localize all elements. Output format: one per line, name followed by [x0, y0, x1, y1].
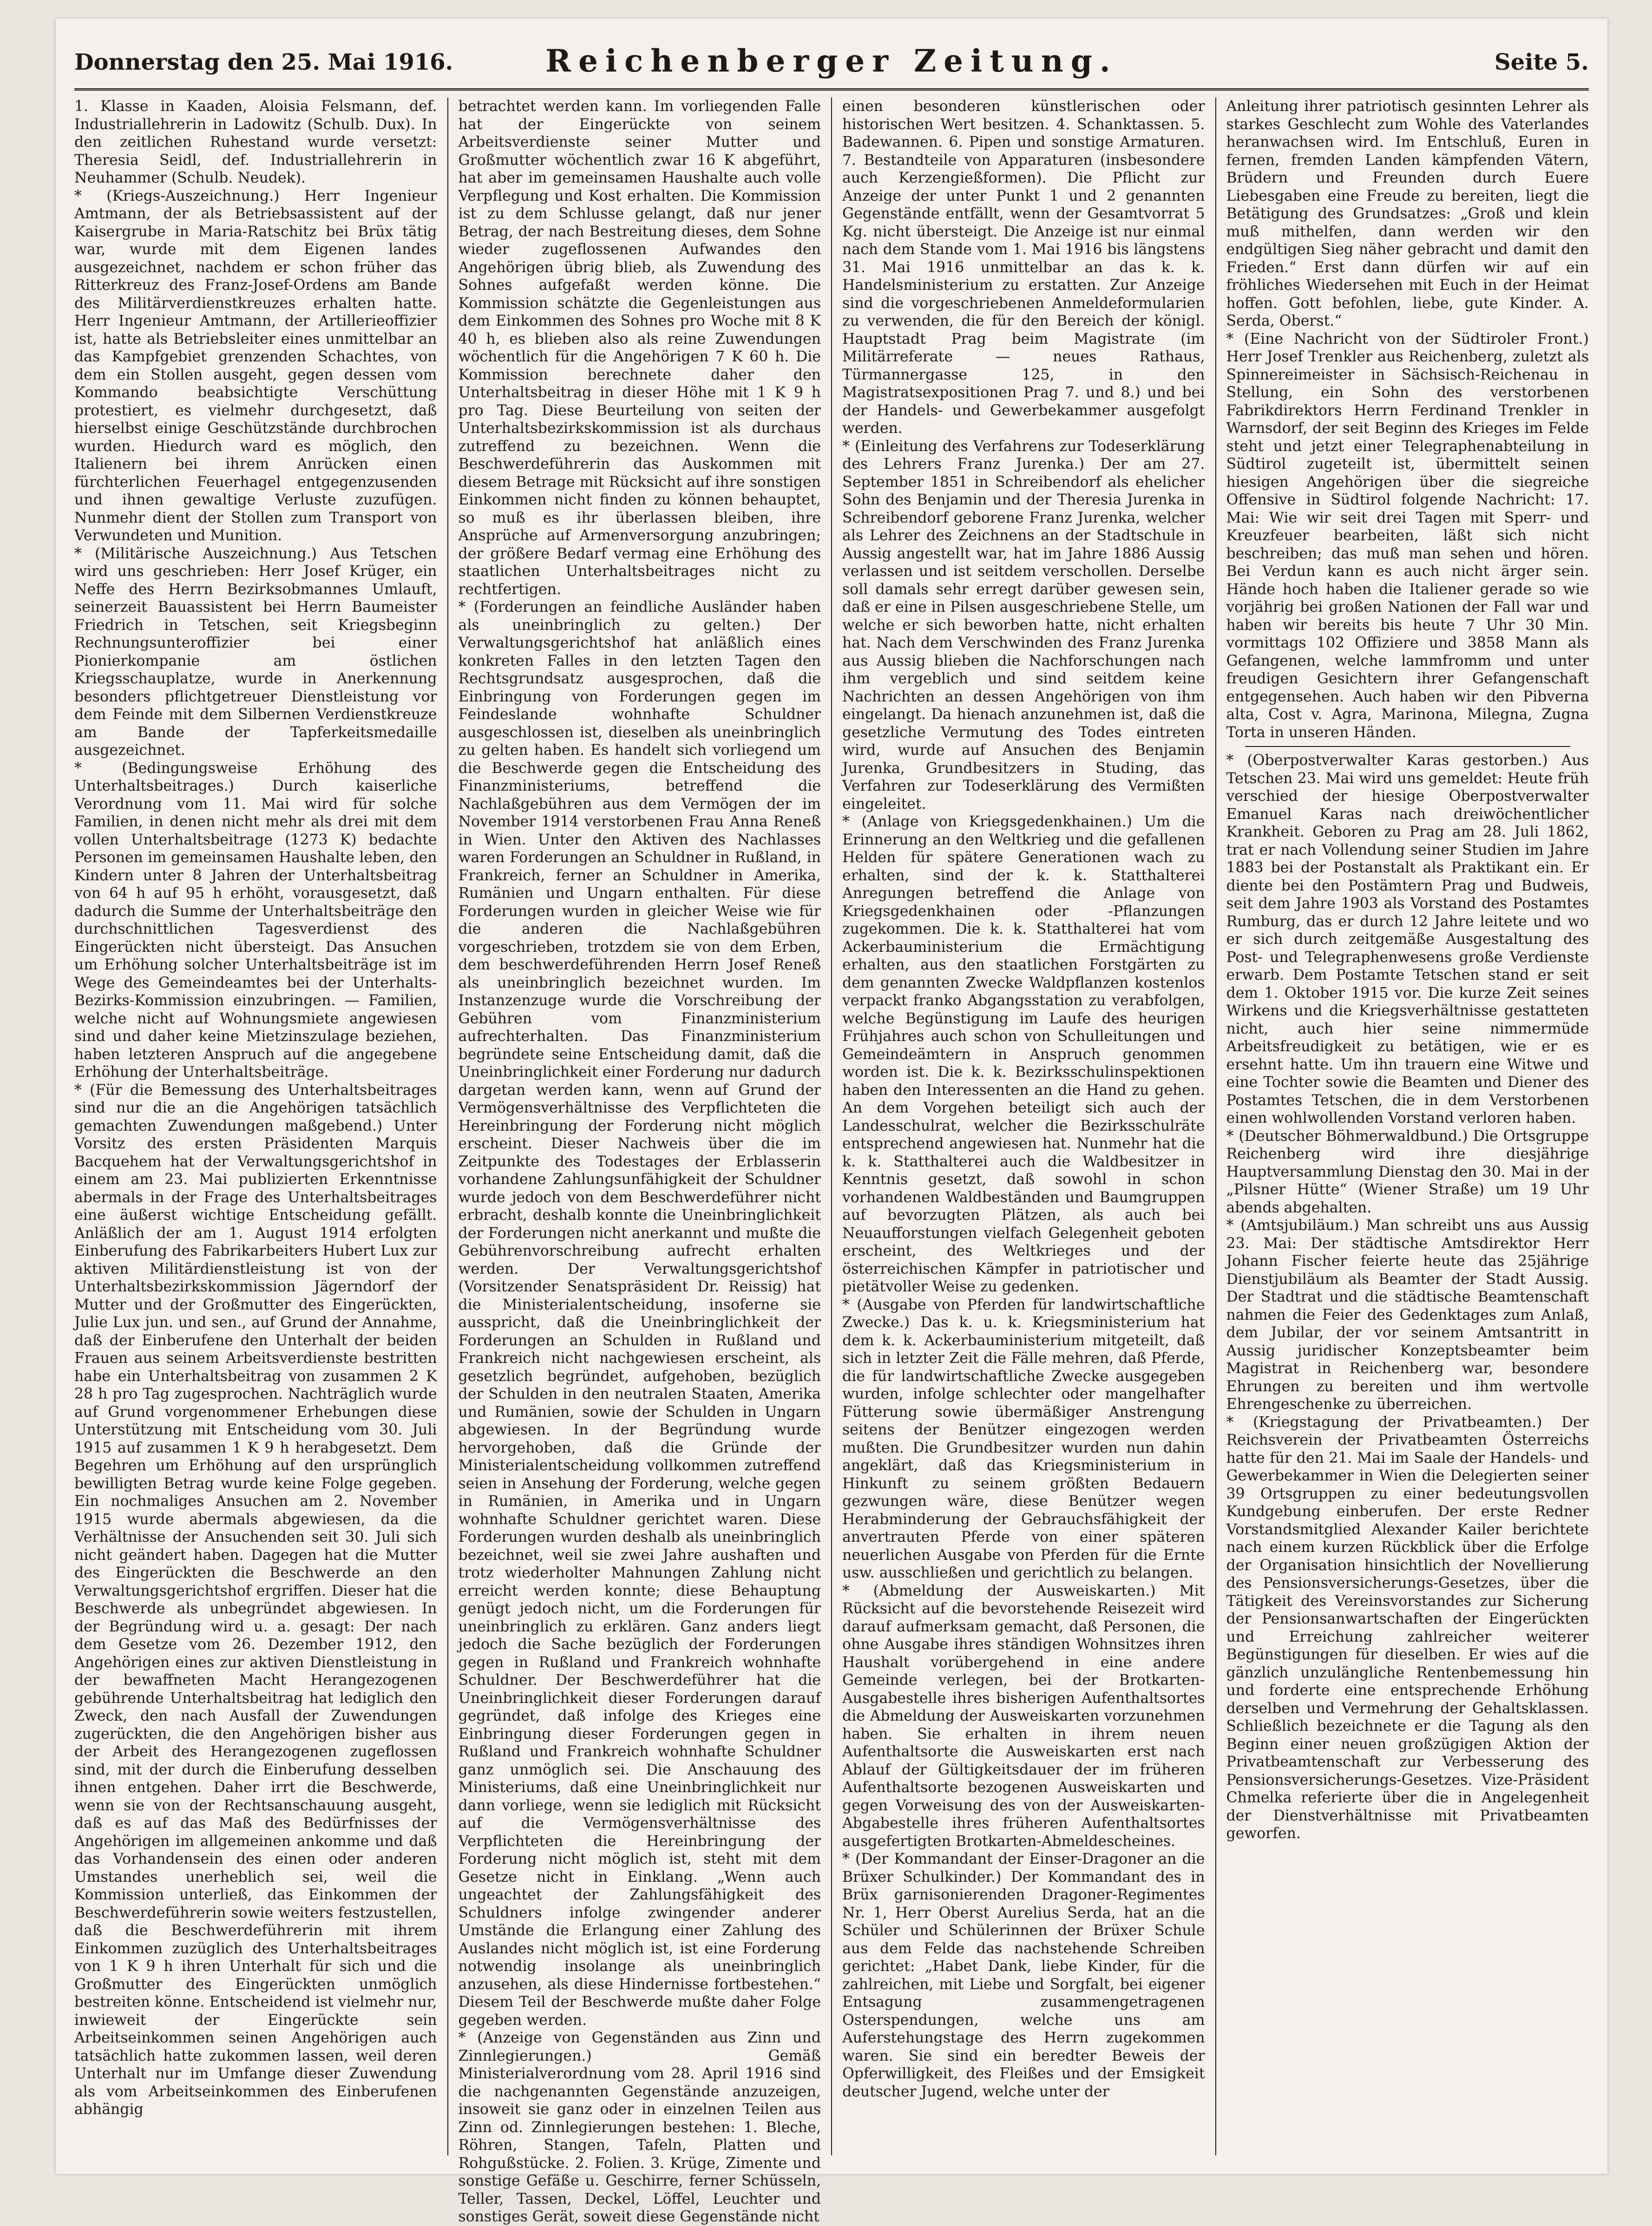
- article-bemessung-unterhaltsbeitrag: * (Für die Bemessung des Unterhaltsbeitrages sind nur die an die Angehörigen tatsächlich gemachten Zuwendungen maßgebend.) Unter Vorsitz des ersten Präsidenten Marquis Bacquehem hat der Verwaltungsgerichtshof in einem am 23. Mai publizierten Erkenntnisse abermals in der Frage des Unterhaltsbeitrages eine äußerst wichtige Entscheidung gefällt. Anläßlich der am 1. August 1914 erfolgten Einberufung des Fabrikarbeiters Hubert Lux zur aktiven Militärdienstleistung ist von der Unterhaltsbezirkskommission Jägerndorf der Mutter und der Großmutter des Eingerückten, Julie Lux jun. und sen., auf Grund der Annahme, daß der Einberufene den Unterhalt der beiden Frauen aus seinem Arbeitsverdienste bestritten habe ein Unterhaltsbeitrag von zusammen 2 K 28 h pro Tag zugesprochen. Nachträglich wurde auf Grund vorgenommener Erhebungen diese Unterstützung mit Entscheidung vom 30. Juli 1915 auf zusammen 1 K 9 h herabgesetzt. Dem Begehren um Erhöhung auf den ursprünglich bewilligten Betrag wurde keine Folge gegeben. Ein nochmaliges Ansuchen am 2. November 1915 wurde abermals abgewiesen, da die Verhältnisse der Ansuchenden seit 30. Juli sich nicht geändert haben. Dagegen hat die Mutter des Eingerückten die Beschwerde an den Verwaltungsgerichtshof ergriffen. Dieser hat die Beschwerde als unbegründet abgewiesen. In der Begründung wird u. a. gesagt: Der nach dem Gesetze vom 26. Dezember 1912, den Angehörigen eines zur aktiven Dienstleistung in der bewaffneten Macht Herangezogenen gebührende Unterhaltsbeitrag hat lediglich den Zweck, den nach Ausfall der Zuwendungen zugerückten, die den Angehörigen bisher aus der Arbeit des Herangezogenen zugeflossen sind, mit der durch die Einberufung desselben ihnen entgehen. Daher irrt die Beschwerde, wenn sie von der Rechtsanschauung ausgeht, daß es auf das Maß des Bedürfnisses der Angehörigen im allgemeinen ankomme und daß das Vorhandensein des einen oder anderen Umstandes unerheblich sei, weil die Kommission unterließ, das Einkommen der Beschwerdeführerin sowie weiters festzustellen, daß die Beschwerdeführerin mit ihrem Einkommen zuzüglich des Unterhaltsbeitrages von 1 K 9 h ihren Unterhalt für sich und die Großmutter des Eingerückten unmöglich bestreiten könne. Entscheidend ist vielmehr nur, inwieweit der Eingerückte sein Arbeitseinkommen seinen Angehörigen auch tatsächlich hatte zukommen lassen, weil deren Unterhalt nur im Umfange dieser Zuwendung als vom Arbeitseinkommen des Einberufenen abhängig: [74, 1081, 437, 2118]
- article-forderungen-auslaender: * (Forderungen an feindliche Ausländer haben als uneinbringlich zu gelten.) Der Verwaltungsgerichtshof hat anläßlich eines konkreten Falles in den letzten Tagen den Rechtsgrundsatz ausgesprochen, daß die Einbringung von Forderungen gegen im Feindeslande wohnhafte Schuldner ausgeschlossen ist, dieselben als uneinbringlich zu gelten haben. Es handelt sich vorliegend um die Beschwerde gegen die Entscheidung des Finanzministeriums, betreffend die Nachlaßgebühren aus dem Vermögen der im November 1914 verstorbenen Frau Anna Reneß in Wien. Unter den Aktiven des Nachlasses waren Forderungen an Schuldner in Rußland, in Frankreich, ferner an Schuldner in Amerika, Rumänien und Ungarn enthalten. Für diese Forderungen wurden in gleicher Weise wie für die anderen die Nachlaßgebühren vorgeschrieben, trotzdem sie von dem Erben, dem beschwerdeführenden Herrn Josef Reneß als uneinbringlich bezeichnet wurden. Im Instanzenzuge wurde die Vorschreibung der Gebühren vom Finanzministerium aufrechterhalten. Das Finanzministerium begründete seine Entscheidung damit, daß die Uneinbringlichkeit einer Forderung nur dadurch dargetan werden kann, wenn auf Grund der Vermögensverhältnisse des Verpflichteten die Hereinbringung der Forderung nicht möglich erscheint. Dieser Nachweis über die im Zeitpunkte des Todestages der Erblasserin vorhandene Zahlungsunfähigkeit der Schuldner wurde jedoch von dem Beschwerdeführer nicht erbracht, deshalb konnte die Uneinbringlichkeit der Forderungen nicht anerkannt und mußte die Gebührenvorschreibung aufrecht erhalten werden. Der Verwaltungsgerichtshof (Vorsitzender Senatspräsident Dr. Reissig) hat die Ministerialentscheidung, insoferne sie ausspricht, daß die Uneinbringlichkeit der Forderungen an Schulden in Rußland und Frankreich nicht nachgewiesen erscheint, als gesetzlich begründet, aufgehoben, bezüglich der Schulden in den neutralen Staaten, Amerika und Rumänien, sowie der Schulden in Ungarn abgewiesen. In der Begründung wurde hervorgehoben, daß die Gründe der Ministerialentscheidung vollkommen zutreffend seien in Ansehung der Forderung, welche gegen in Rumänien, in Amerika und in Ungarn wohnhafte Schuldner gerichtet waren. Diese Forderungen wurden deshalb als uneinbringlich bezeichnet, weil sie zwei Jahre aushaften und trotz wiederholter Mahnungen Zahlung nicht erreicht werden konnte; diese Behauptung genügt jedoch nicht, um die Forderungen für uneinbringlich zu erklären. Ganz anders liegt jedoch die Sache bezüglich der Forderungen gegen in Rußland und Frankreich wohnhafte Schuldner. Der Beschwerdeführer hat die Uneinbringlichkeit dieser Forderungen darauf gegründet, daß infolge des Krieges eine Einbringung dieser Forderungen gegen in Rußland und Frankreich wohnhafte Schuldner ganz unmöglich sei. Die Anschauung des Ministeriums, daß eine Uneinbringlichkeit nur dann vorliege, wenn sie lediglich mit Rücksicht auf die Vermögensverhältnisse des Verpflichteten die Hereinbringung der Forderung nicht möglich ist, steht mit dem Gesetze nicht in Einklang. „Wenn auch ungeachtet der Zahlungsfähigkeit des Schuldners infolge zwingender anderer Umstände die Erlangung einer Zahlung des Auslandes nicht möglich ist, ist eine Forderung notwendig insolange als uneinbringlich anzusehen, als diese Hindernisse fortbestehen.“ Diesem Teil der Beschwerde mußte daher Folge gegeben werden.: [458, 599, 821, 2029]
- column-4: [1215, 98, 1589, 2155]
- column-3: [831, 98, 1215, 2155]
- article-ausweiskarten: * (Abmeldung der Ausweiskarten.) Mit Rücksicht auf die bevorstehende Reisezeit wird darauf aufmerksam gemacht, daß Personen, die ohne Ausgabe ihres ständigen Wohnsitzes ihren Haushalt vorübergehend in eine andere Gemeinde verlegen, bei der Brotkarten-Ausgabestelle ihres bisherigen Aufenthaltsortes die Abmeldung der Ausweiskarten vorzunehmen haben. Sie erhalten in ihrem neuen Aufenthaltsorte die Ausweiskarten erst nach Ablauf der Gültigkeitsdauer der im früheren Aufenthaltsorte bezogenen Ausweiskarten und gegen Vorweisung des von der Ausweiskarten-Abgabestelle ihres früheren Aufenthaltsortes ausgefertigten Brotkarten-Abmeldescheines.: [842, 1582, 1205, 1850]
- columns: [74, 98, 1589, 2225]
- column-2: [447, 98, 832, 2225]
- article-suedtiroler-front: * (Eine Nachricht von der Südtiroler Front.) Herr Josef Trenkler aus Reichenberg, zuletzt als Spinnereimeister in Sächsisch-Reichenau in Stellung, ein Sohn des verstorbenen Fabrikdirektors Herrn Ferdinand Trenkler in Warnsdorf, der seit Beginn des Krieges im Felde steht und jetzt einer Telegraphenabteilung in Südtirol zugeteilt ist, übermittelt seinen hiesigen Angehörigen über die siegreiche Offensive in Südtirol folgende Nachricht: 17. Mai: Wie wir seit drei Tagen mit Sperr- und Kreuzfeuer bearbeiten, läßt sich nicht beschreiben; das muß man sehen und hören. Bei Verdun kann es auch nicht ärger sein. Hände hoch haben die Italiener gerade so wie vorjährig bei großen Nationen der Fall war und haben wir bereits bis heute 7 Uhr 30 Min. vormittags 102 Offiziere und 3858 Mann als Gefangenen, welche lammfromm und unter freudigen Gesichtern ihrer Gefangenschaft entgegensehen. Auch haben wir den Pibverna alta, Cost v. Agra, Marinona, Milegna, Zugna Torta in unseren Händen.: [1226, 330, 1589, 741]
- article-text: Anleitung ihrer patriotisch gesinnten Lehrer als starkes Geschlecht zum Wohle des Vaterlandes heranwachsen wird. Im Entschluß, Euren in fernen, fremden Landen kämpfenden Vätern, Brüdern und Freunden durch Euere Liebesgaben eine Freude zu bereiten, liegt die Betätigung des Grundsatzes: „Groß und klein muß mithelfen, dann werden wir den endgültigen Sieg näher gebracht und damit den Frieden.“ Erst dann dürfen wir auf ein fröhliches Wiedersehen mit Euch in der Heimat hoffen. Gott befohlen, liebe, gute Kinder. A. Serda, Oberst.“: [1226, 98, 1589, 329]
- article-todeserklaerung: * (Einleitung des Verfahrens zur Todeserklärung des Lehrers Franz Jurenka.) Der am 27. September 1851 in Schreibendorf als ehelicher Sohn des Benjamin und der Theresia Jurenka in Schreibendorf geborene Franz Jurenka, welcher als Lehrer des Zeichnens an der Stadtschule in Aussig angestellt war, hat im Jahre 1886 Aussig verlassen und ist seitdem verschollen. Derselbe soll damals sehr erregt darüber gewesen sein, daß er eine in Pilsen ausgeschriebene Stelle, um welche er sich beworben hatte, nicht erhalten hat. Nach dem Verschwinden des Franz Jurenka aus Aussig blieben die Nachforschungen nach ihm vergeblich und sind seitdem keine Nachrichten an dessen Angehörigen von ihm eingelangt. Da hienach anzunehmen ist, daß die gesetzliche Vermutung des Todes eintreten wird, wurde auf Ansuchen des Benjamin Jurenka, Grundbesitzers in Studing, das Verfahren zur Todeserklärung des Vermißten eingeleitet.: [842, 438, 1205, 812]
- article-zinn-anzeige: * (Anzeige von Gegenständen aus Zinn und Zinnlegierungen.) Gemäß Ministerialverordnung vom 28. April 1916 sind die nachgenannten Gegenstände anzuzeigen, insoweit sie ganz oder in einzelnen Teilen aus Zinn od. Zinnlegierungen bestehen: 1. Bleche, Röhren, Stangen, Tafeln, Platten und Rohgußstücke. 2. Folien. 3. Krüge, Zimente und sonstige Gefäße u. Geschirre, ferner Schüsseln, Teller, Tassen, Deckel, Löffel, Leuchter und sonstiges Gerät, soweit diese Gegenstände nicht: [458, 2030, 821, 2225]
- article-kriegs-auszeichnung: * (Kriegs-Auszeichnung.) Herr Ingenieur Amtmann, der als Betriebsassistent auf der Kaisergrube in Maria-Ratschitz bei Brüx tätig war, wurde mit dem Eigenen landes ausgezeichnet, nachdem er schon früher das Ritterkreuz des Franz-Josef-Ordens am Bande des Militärverdienstkreuzes erhalten hatte. Herr Ingenieur Amtmann, der Artillerieoffizier ist, hatte als Betriebsleiter eines unmittelbar an das Kampfgebiet grenzenden Schachtes, von dem ein Stollen ausgeht, gegen dessen vom Kommando beabsichtigte Verschüttung protestiert, es vielmehr durchgesetzt, daß hierselbst einige Geschützstände durchbrochen wurden. Hiedurch ward es möglich, den Italienern bei ihrem Anrücken einen fürchterlichen Feuerhagel entgegenzusenden und ihnen gewaltige Verluste zuzufügen. Nunmehr dient der Stollen zum Transport von Verwundeten und Munition.: [74, 187, 437, 544]
- masthead: [74, 37, 1589, 91]
- article-privatbeamten: * (Kriegstagung der Privatbeamten.) Der Reichsverein der Privatbeamten Österreichs hatte für den 21. Mai im Saale der Handels- und Gewerbekammer in Wien die Delegierten seiner 39 Ortsgruppen zu einer bedeutungsvollen Kundgebung einberufen. Der erste Redner Vorstandsmitglied Alexander Kailer berichtete nach einem kurzen Rückblick über die Erfolge der Organisation hinsichtlich der Novellierung des Pensionsversicherungs-Gesetzes, über die Tätigkeit des Vereinsvorstandes zur Sicherung der Pensionsanwartschaften der Eingerückten und Erreichung zahlreicher weiterer Begünstigungen für dieselben. Er wies auf die gänzlich unzulängliche Rentenbemessung hin und forderte eine entsprechende Erhöhung derselben und Vermehrung der Gehaltsklassen. Schließlich bezeichnete er die Tagung als den Beginn einer neuen großzügigen Aktion der Privatbeamtenschaft zur Verbesserung des Pensionsversicherungs-Gesetzes. Vize-Präsident Chmelka referierte über die in Angelegenheit der Dienstverhältnisse mit Privatbeamten geworfen.: [1226, 1414, 1589, 1842]
- article-oberpostverwalter: * (Oberpostverwalter Karas gestorben.) Aus Tetschen 23. Mai wird uns gemeldet: Heute früh verschied der hiesige Oberpostverwalter Emanuel Karas nach dreiwöchentlicher Krankheit. Geboren zu Prag am 28. Juli 1862, trat er nach Vollendung seiner Studien im Jahre 1883 bei der Postanstalt als Praktikant ein. Er diente bei den Postämtern Prag und Budweis, seit dem Jahre 1903 als Vorstand des Postamtes Rumburg, das er durch 12 Jahre leitete und wo er sich durch zeitgemäße Ausgestaltung des Post- und Telegraphenwesens große Verdienste erwarb. Dem Postamte Tetschen stand er seit dem 1. Oktober 1915 vor. Die kurze Zeit seines Wirkens und die Kriegsverhältnisse gestatteten nicht, auch hier seine nimmermüde Arbeitsfreudigkeit zu betätigen, wie er es ersehnt hatte. Um ihn trauern eine Witwe und eine Tochter sowie die Beamten und Diener des Postamtes Tetschen, die in dem Verstorbenen einen wohlwollenden Vorstand verloren haben.: [1226, 752, 1589, 1126]
- article-dragoner: * (Der Kommandant der Einser-Dragoner an die Brüxer Schulkinder.) Der Kommandant des in Brüx garnisonierenden Dragoner-Regimentes Nr. 1, Herr Oberst Aurelius Serda, hat an die Schüler und Schülerinnen der Brüxer Schule aus dem Felde das nachstehende Schreiben gerichtet: „Habet Dank, liebe Kinder, für die zahlreichen, mit Liebe und Sorgfalt, bei eigener Entsagung zusammengetragenen Osterspendungen, welche uns am Auferstehungstage des Herrn zugekommen waren. Sie sind ein beredter Beweis der Opferwilligkeit, des Fleißes und der Emsigkeit deutscher Jugend, welche unter der: [842, 1851, 1205, 2100]
- article-kriegsgedenkhaine: * (Anlage von Kriegsgedenkhainen.) Um die Erinnerung an den Weltkrieg und die gefallenen Helden für spätere Generationen wach zu erhalten, sind der k. k. Statthalterei Anregungen betreffend die Anlage von Kriegsgedenkhainen oder -Pflanzungen zugekommen. Die k. k. Statthalterei hat vom Ackerbauministerium die Ermächtigung erhalten, aus den staatlichen Forstgärten zu dem genannten Zwecke Waldpflanzen kostenlos verpackt franko Abgangsstation zu verabfolgen, welche Begünstigung im Laufe des heurigen Frühjahres auch schon von Schulleitungen und Gemeindeämtern in Anspruch genommen worden ist. Die k. k. Bezirksschulinspektionen haben den Interessenten an die Hand zu gehen. An dem Vorgehen beteiligt sich auch der Landesschulrat, welcher die Bezirksschulräte entsprechend angewiesen hat. Nunmehr hat die k. k. Statthalterei auch die Waldbesitzer in Kenntnis gesetzt, daß sowohl in schon vorhandenen Waldbeständen und Baumgruppen auf bevorzugten Plätzen, als auch bei Neuaufforstungen vielfach Gelegenheit geboten erscheint, des Weltkrieges und der österreichischen Kämpfer in patriotischer und pietätvoller Weise zu gedenken.: [842, 813, 1205, 1295]
- article-pferde: * (Ausgabe von Pferden für landwirtschaftliche Zwecke.) Das k. u. k. Kriegsministerium hat dem k. k. Ackerbauministerium mitgeteilt, daß sich in letzter Zeit die Fälle mehren, daß Pferde, die für landwirtschaftliche Zwecke ausgegeben wurden, infolge schlechter oder mangelhafter Fütterung sowie übermäßiger Anstrengung seitens der Benützer eingezogen werden mußten. Die Grundbesitzer wurden nun dahin angeklärt, daß das Kriegsministerium in Hinkunft zu seinem größten Bedauern gezwungen wäre, diese Benützer wegen Herabminderung der Gebrauchsfähigkeit der anvertrauten Pferde von einer späteren neuerlichen Ausgabe von Pferden für die Ernte usw. ausschließen und gerichtlich zu belangen.: [842, 1296, 1205, 1581]
- article-text: einen besonderen künstlerischen oder historischen Wert besitzen. 4. Schanktassen. 5. Badewannen. 6. Pipen und sonstige Armaturen. 7. Bestandteile von Apparaturen (insbesondere auch Kerzengießformen). Die Pflicht zur Anzeige der unter Punkt 1 und 2 genannten Gegenstände entfällt, wenn der Gesamtvorrat 5 Kg. nicht übersteigt. Die Anzeige ist nur einmal nach dem Stande vom 1. Mai 1916 bis längstens 31. Mai 1916 unmittelbar an das k. k. Handelsministerium zu erstatten. Zur Anzeige sind die vorgeschriebenen Anmeldeformularien zu verwenden, die für den Bereich der königl. Hauptstadt Prag beim Magistrate (im Militärreferate — neues Rathaus, Türmannergasse 125, in den Magistratsexpositionen Prag 7. und 8.) und bei der Handels- und Gewerbekammer ausgefolgt werden.: [842, 98, 1205, 437]
- article-militaerische-auszeichnung: * (Militärische Auszeichnung.) Aus Tetschen wird uns geschrieben: Herr Josef Krüger, ein Neffe des Herrn Bezirksobmannes Umlauft, seinerzeit Bauassistent bei Herrn Baumeister Friedrich in Tetschen, seit Kriegsbeginn Rechnungsunteroffizier bei einer Pionierkompanie am östlichen Kriegsschauplatze, wurde in Anerkennung besonders pflichtgetreuer Dienstleistung vor dem Feinde mit dem Silbernen Verdienstkreuze am Bande der Tapferkeitsmedaille ausgezeichnet.: [74, 545, 437, 759]
- divider: [1245, 746, 1571, 747]
- article-text: betrachtet werden kann. Im vorliegenden Falle hat der Eingerückte von seinem Arbeitsverdienste seiner Mutter und Großmutter wöchentlich zwar 16 K abgeführt, hat aber im gemeinsamen Haushalte auch volle Verpflegung und Kost erhalten. Die Kommission ist zu dem Schlusse gelangt, daß nur jener Betrag, der nach Bestreitung dieses, dem Sohne wieder zugeflossenen Aufwandes den Angehörigen übrig blieb, als Zuwendung des Sohnes aufgefaßt werden könne. Die Kommission schätzte die Gegenleistungen aus dem Einkommen des Sohnes pro Woche mit 8 K 40 h, es blieben also als reine Zuwendungen wöchentlich für die Angehörigen 7 K 60 h. Die Kommission berechnete daher den Unterhaltsbeitrag in dieser Höhe mit 1 K 9 h pro Tag. Diese Beurteilung von seiten der Unterhaltsbezirkskommission ist als durchaus zutreffend zu bezeichnen. Wenn die Beschwerdeführerin das Auskommen mit diesem Betrage mit Rücksicht auf ihre sonstigen Einkommen nicht finden zu können behauptet, so muß es ihr überlassen bleiben, ihre Ansprüche auf Armenversorgung anzubringen; der größere Bedarf vermag eine Erhöhung des staatlichen Unterhaltsbeitrages nicht zu rechtfertigen.: [458, 98, 821, 598]
- page-number: Seite 5.: [1495, 49, 1589, 75]
- article-amtsjubilaeum: * (Amtsjubiläum.) Man schreibt uns aus Aussig 23. Mai: Der städtische Amtsdirektor Herr Johann Fischer feierte heute das 25jährige Dienstjubiläum als Beamter der Stadt Aussig. Der Stadtrat und die städtische Beamtenschaft nahmen die Feier des Gedenktages zum Anlaß, dem Jubilar, der vor seinem Amtsantritt in Aussig juridischer Konzeptsbeamter beim Magistrat in Reichenberg war, besondere Ehrungen zu bereiten und ihm wertvolle Ehrengeschenke zu überreichen.: [1226, 1217, 1589, 1413]
- newspaper-title: Reichenberger Zeitung.: [545, 43, 1118, 79]
- column-1: [74, 98, 447, 2155]
- article-text: 1. Klasse in Kaaden, Aloisia Felsmann, def. Industriallehrerin in Ladowitz (Schulb. Dux). In den zeitlichen Ruhestand wurde versetzt: Theresia Seidl, def. Industriallehrerin in Neuhammer (Schulb. Neudek).: [74, 98, 437, 186]
- issue-date: Donnerstag den 25. Mai 1916.: [74, 49, 453, 75]
- article-unterhaltsbeitrag: * (Bedingungsweise Erhöhung des Unterhaltsbeitrages.) Durch kaiserliche Verordnung vom 11. Mai wird für solche Familien, in denen nicht mehr als drei mit dem vollen Unterhaltsbeitrage (1273 K) bedachte Personen im gemeinsamen Haushalte leben, den Kindern unter 8 Jahren der Unterhaltsbeitrag von 64 h auf 95 h erhöht, vorausgesetzt, daß dadurch die Summe der Unterhaltsbeiträge den durchschnittlichen Tagesverdienst des Eingerückten nicht übersteigt. Das Ansuchen um Erhöhung solcher Unterhaltsbeiträge ist im Wege des Gemeindeamtes bei der Unterhalts-Bezirks-Kommission einzubringen. — Familien, welche nicht auf Wohnungsmiete angewiesen sind und daher keine Mietzinszulage beziehen, haben letzteren Anspruch auf die angegebene Erhöhung der Unterhaltsbeiträge.: [74, 759, 437, 1080]
- newspaper-page: [56, 19, 1607, 2225]
- article-boehmerwaldbund: * (Deutscher Böhmerwaldbund.) Die Ortsgruppe Reichenberg wird ihre diesjährige Hauptversammlung Dienstag den 30. Mai in der „Pilsner Hütte“ (Wiener Straße) um 19 Uhr abends abgehalten.: [1226, 1127, 1589, 1216]
